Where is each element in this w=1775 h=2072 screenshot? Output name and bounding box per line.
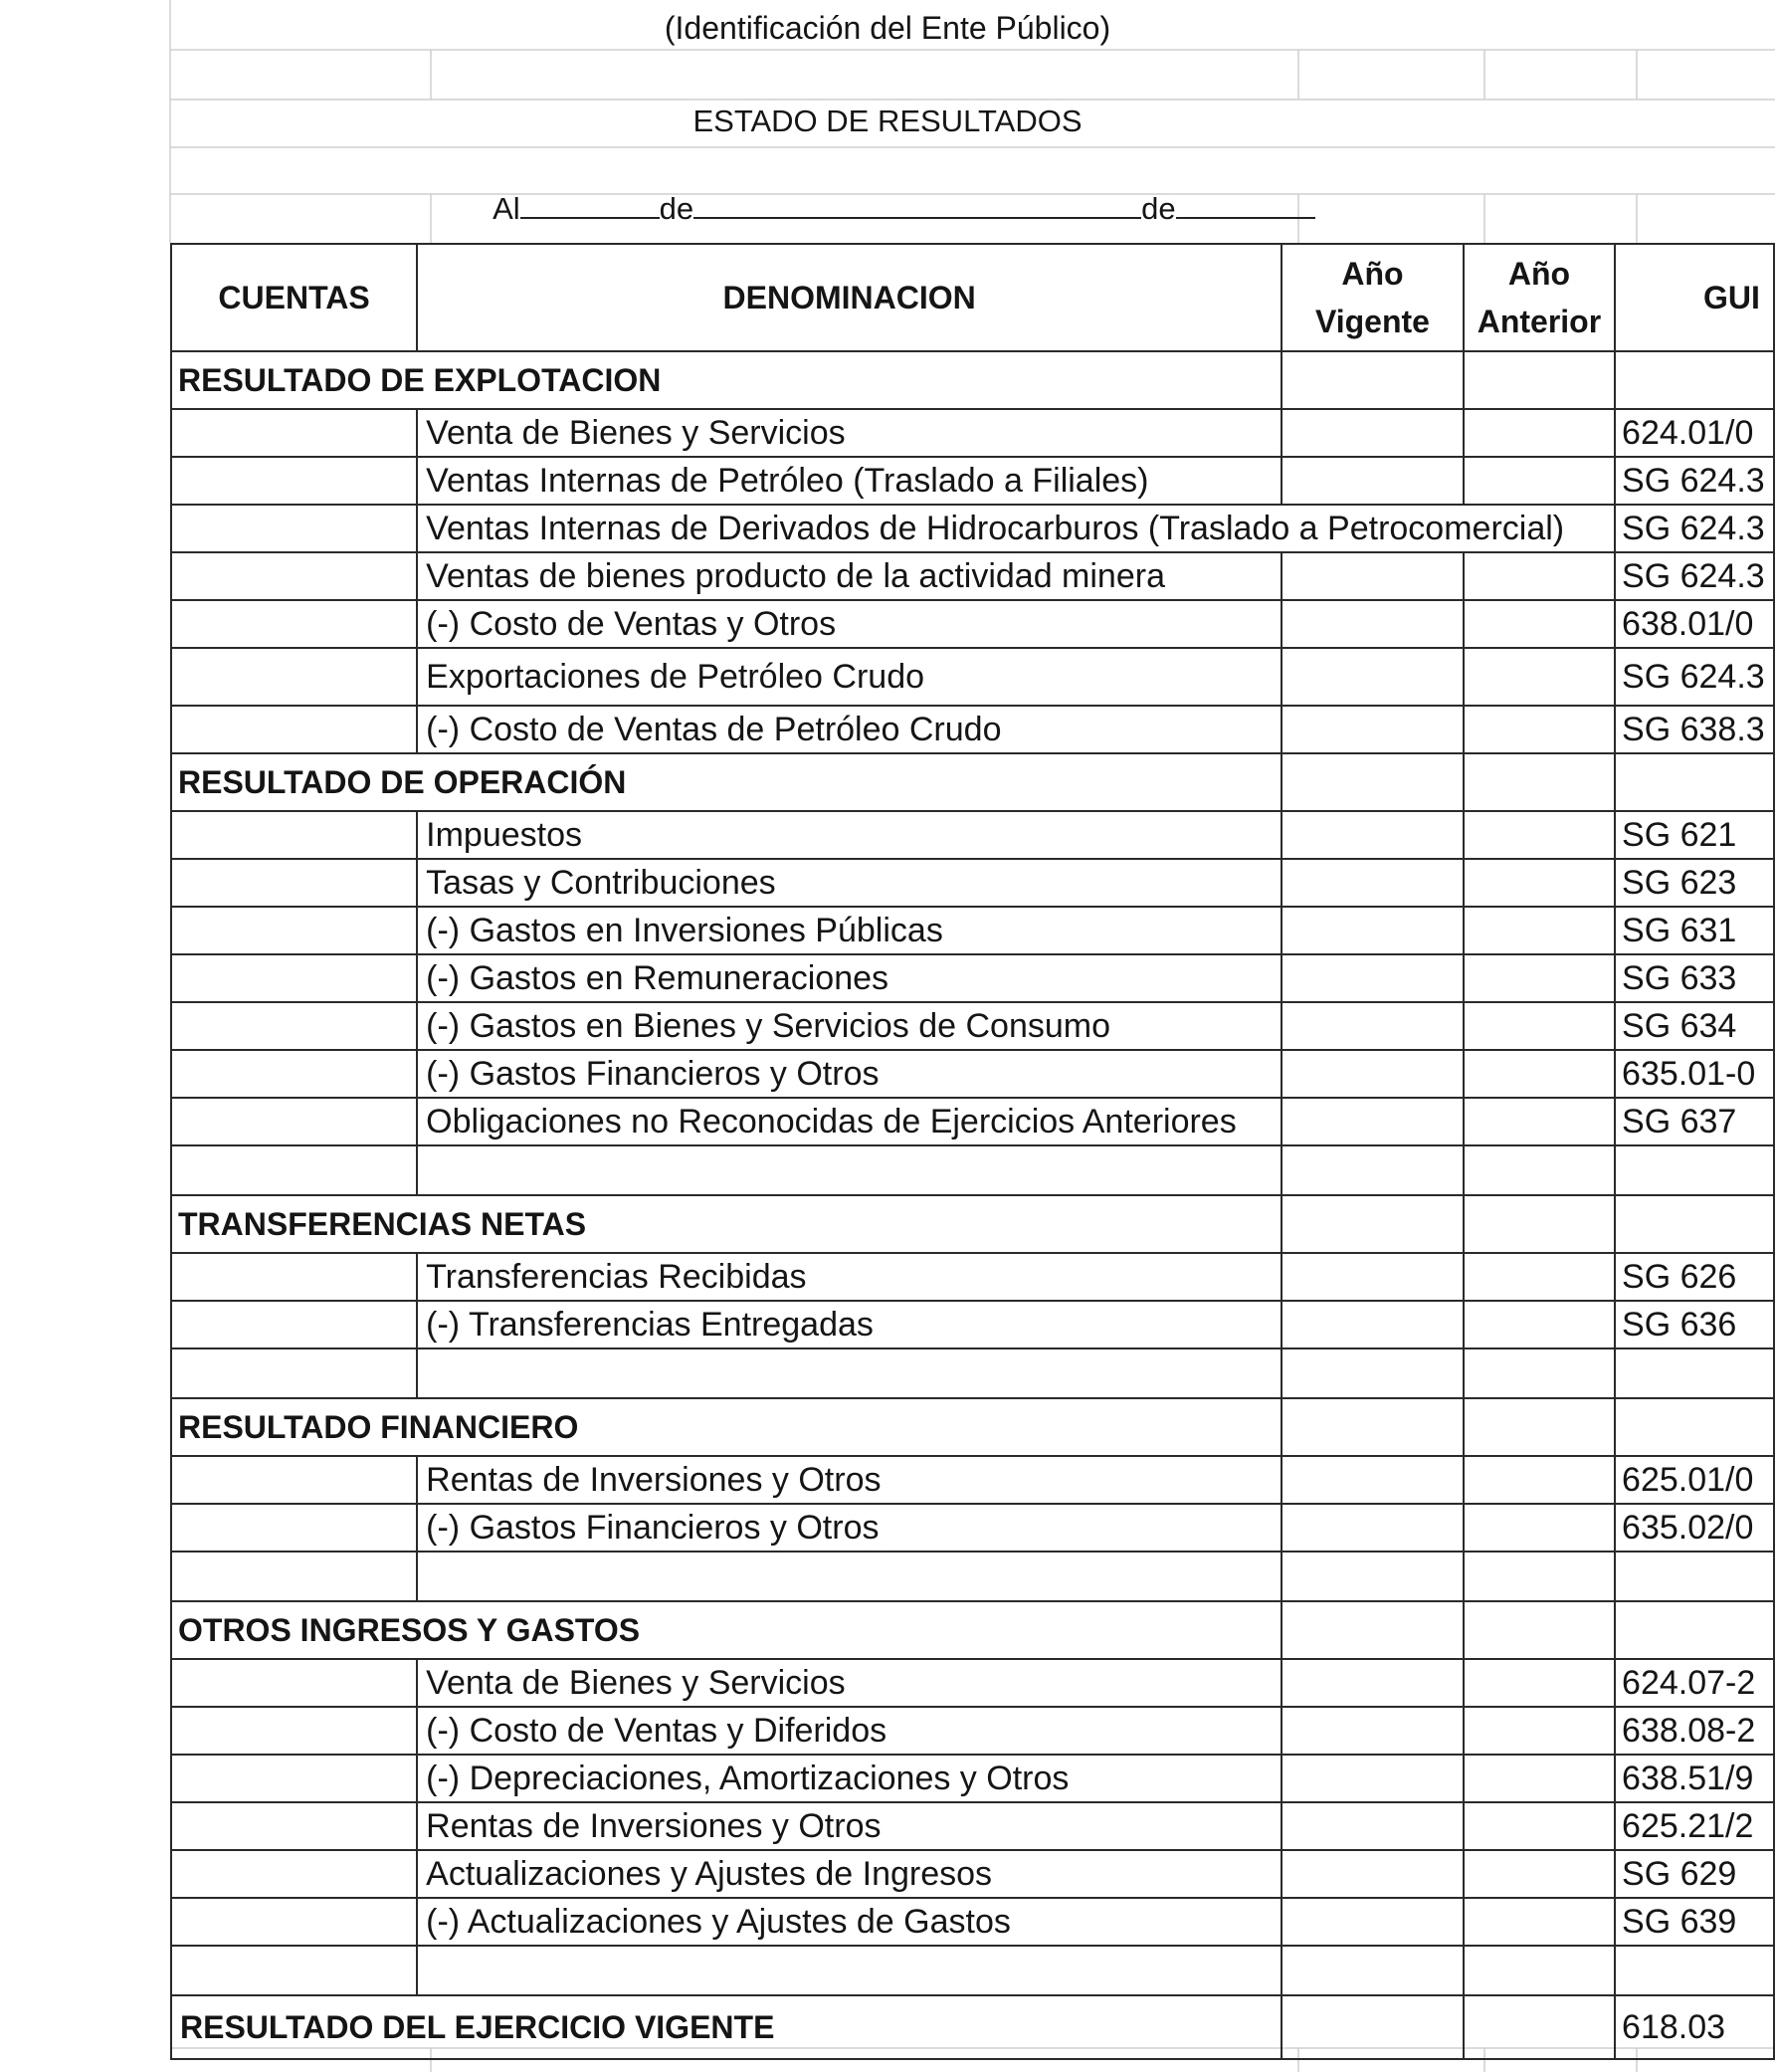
statement-title: ESTADO DE RESULTADOS <box>692 104 1083 138</box>
table-header-row <box>171 244 1774 351</box>
value-anterior-cell[interactable] <box>1464 706 1615 753</box>
value-vigente-cell[interactable] <box>1282 648 1464 706</box>
date-month-blank[interactable] <box>693 191 1141 219</box>
account-code <box>1615 1946 1774 1995</box>
value-vigente-cell[interactable] <box>1282 1659 1464 1707</box>
value-vigente-cell[interactable] <box>1282 1601 1464 1659</box>
account-code: SG 624.3 <box>1615 552 1774 600</box>
table-row <box>171 648 1774 706</box>
cuenta-cell[interactable] <box>171 1898 417 1946</box>
account-code <box>1615 1145 1774 1195</box>
account-code <box>1615 1601 1774 1659</box>
value-anterior-cell[interactable] <box>1464 1301 1615 1348</box>
denominacion-cell: Obligaciones no Reconocidas de Ejercicios Anteriores <box>417 1098 1282 1145</box>
section-row <box>171 1195 1774 1253</box>
table-row <box>171 1098 1774 1145</box>
account-code: 625.01/0 <box>1615 1456 1774 1504</box>
value-vigente-cell[interactable] <box>1282 1098 1464 1145</box>
entity-identification: (Identificación del Ente Público) <box>664 10 1111 46</box>
cuenta-cell[interactable] <box>171 409 417 457</box>
value-anterior-cell[interactable] <box>1464 1552 1615 1601</box>
value-vigente-cell[interactable] <box>1282 1253 1464 1301</box>
value-anterior-cell[interactable] <box>1464 1098 1615 1145</box>
denominacion-cell: (-) Gastos Financieros y Otros <box>417 1504 1282 1552</box>
value-anterior-cell[interactable] <box>1464 457 1615 505</box>
denominacion-cell: Rentas de Inversiones y Otros <box>417 1456 1282 1504</box>
col-header-ano-vigente: Año Vigente <box>1282 244 1464 351</box>
value-vigente-cell[interactable] <box>1282 1552 1464 1601</box>
value-vigente-cell[interactable] <box>1282 1398 1464 1456</box>
value-anterior-cell[interactable] <box>1464 1850 1615 1898</box>
denominacion-cell: (-) Gastos Financieros y Otros <box>417 1050 1282 1098</box>
spacer-row <box>171 1552 1774 1601</box>
table-row <box>171 600 1774 648</box>
denominacion-cell: Tasas y Contribuciones <box>417 859 1282 907</box>
table-row <box>171 1301 1774 1348</box>
table-row <box>171 1707 1774 1755</box>
denominacion-cell: Venta de Bienes y Servicios <box>417 1659 1282 1707</box>
section-row <box>171 753 1774 811</box>
table-row <box>171 954 1774 1002</box>
cuenta-cell[interactable] <box>171 1253 417 1301</box>
denominacion-cell: Exportaciones de Petróleo Crudo <box>417 648 1282 706</box>
table-row <box>171 1456 1774 1504</box>
value-vigente-cell[interactable] <box>1282 600 1464 648</box>
value-vigente-cell[interactable] <box>1282 1898 1464 1946</box>
section-label: RESULTADO FINANCIERO <box>171 1398 1282 1456</box>
account-code: 635.02/0 <box>1615 1504 1774 1552</box>
value-vigente-cell[interactable] <box>1282 1050 1464 1098</box>
value-vigente-cell[interactable] <box>1282 1195 1464 1253</box>
account-code: SG 639 <box>1615 1898 1774 1946</box>
denominacion-cell: (-) Costo de Ventas y Otros <box>417 600 1282 648</box>
denominacion-cell <box>417 1946 1282 1995</box>
section-row <box>171 351 1774 409</box>
value-anterior-cell[interactable] <box>1464 1050 1615 1098</box>
cuenta-cell[interactable] <box>171 954 417 1002</box>
value-vigente-cell[interactable] <box>1282 1755 1464 1802</box>
value-vigente-cell[interactable] <box>1282 1348 1464 1398</box>
table-row <box>171 1253 1774 1301</box>
table-body <box>171 351 1774 2059</box>
col-header-ano-anterior: Año Anterior <box>1464 244 1615 351</box>
cuenta-cell[interactable] <box>171 1348 417 1398</box>
account-code: SG 624.3 <box>1615 457 1774 505</box>
value-vigente-cell[interactable] <box>1282 1002 1464 1050</box>
table-row <box>171 1659 1774 1707</box>
denominacion-cell: (-) Gastos en Inversiones Públicas <box>417 907 1282 954</box>
value-anterior-cell[interactable] <box>1464 552 1615 600</box>
account-code <box>1615 1195 1774 1253</box>
denominacion-cell <box>417 1145 1282 1195</box>
cuenta-cell[interactable] <box>171 1552 417 1601</box>
table-row <box>171 907 1774 954</box>
value-anterior-cell[interactable] <box>1464 1601 1615 1659</box>
section-label: TRANSFERENCIAS NETAS <box>171 1195 1282 1253</box>
date-de-1: de <box>659 191 694 226</box>
value-vigente-cell[interactable] <box>1282 351 1464 409</box>
value-anterior-cell[interactable] <box>1464 1659 1615 1707</box>
value-vigente-cell[interactable] <box>1282 1946 1464 1995</box>
date-day-blank[interactable] <box>520 191 660 219</box>
spacer-row <box>171 1946 1774 1995</box>
account-code <box>1615 1348 1774 1398</box>
account-code: 624.01/0 <box>1615 409 1774 457</box>
section-label: RESULTADO DE EXPLOTACION <box>171 351 1282 409</box>
table-row <box>171 409 1774 457</box>
account-code: SG 633 <box>1615 954 1774 1002</box>
value-vigente-cell[interactable] <box>1282 1995 1464 2059</box>
table-row <box>171 1050 1774 1098</box>
table-row <box>171 1504 1774 1552</box>
account-code: SG 621 <box>1615 811 1774 859</box>
table-row <box>171 1898 1774 1946</box>
account-code: 638.08-2 <box>1615 1707 1774 1755</box>
table-row <box>171 505 1774 552</box>
account-code: 638.01/0 <box>1615 600 1774 648</box>
value-vigente-cell[interactable] <box>1282 1850 1464 1898</box>
value-vigente-cell[interactable] <box>1282 409 1464 457</box>
table-row <box>171 1850 1774 1898</box>
table-row <box>171 706 1774 753</box>
value-anterior-cell[interactable] <box>1464 409 1615 457</box>
value-anterior-cell[interactable] <box>1464 859 1615 907</box>
account-code: SG 626 <box>1615 1253 1774 1301</box>
table-row <box>171 1755 1774 1802</box>
value-vigente-cell[interactable] <box>1282 811 1464 859</box>
cuenta-cell[interactable] <box>171 1504 417 1552</box>
col-header-cuentas: CUENTAS <box>171 244 417 351</box>
cuenta-cell[interactable] <box>171 600 417 648</box>
account-code: SG 623 <box>1615 859 1774 907</box>
cuenta-cell[interactable] <box>171 907 417 954</box>
account-code: 635.01-0 <box>1615 1050 1774 1098</box>
value-vigente-cell[interactable] <box>1282 706 1464 753</box>
spacer-row <box>171 1145 1774 1195</box>
value-anterior-cell[interactable] <box>1464 1348 1615 1398</box>
account-code: SG 634 <box>1615 1002 1774 1050</box>
value-vigente-cell[interactable] <box>1282 457 1464 505</box>
account-code: SG 629 <box>1615 1850 1774 1898</box>
table-row <box>171 811 1774 859</box>
cuenta-cell[interactable] <box>171 648 417 706</box>
value-vigente-cell[interactable] <box>1282 1802 1464 1850</box>
value-anterior-cell[interactable] <box>1464 1504 1615 1552</box>
cuenta-cell[interactable] <box>171 811 417 859</box>
cuenta-cell[interactable] <box>171 1145 417 1195</box>
col-header-guia: GUI <box>1615 244 1774 351</box>
account-code: 618.03 <box>1615 1995 1774 2059</box>
denominacion-cell: Ventas Internas de Derivados de Hidrocarburos (Traslado a Petrocomercial) <box>417 505 1615 552</box>
value-anterior-cell[interactable] <box>1464 1145 1615 1195</box>
value-vigente-cell[interactable] <box>1282 907 1464 954</box>
denominacion-cell: (-) Gastos en Bienes y Servicios de Consumo <box>417 1002 1282 1050</box>
denominacion-cell: (-) Actualizaciones y Ajustes de Gastos <box>417 1898 1282 1946</box>
table-row <box>171 552 1774 600</box>
col-header-denominacion: DENOMINACION <box>417 244 1282 351</box>
income-statement-table <box>170 243 1775 2060</box>
value-anterior-cell[interactable] <box>1464 1398 1615 1456</box>
value-anterior-cell[interactable] <box>1464 753 1615 811</box>
section-row <box>171 1398 1774 1456</box>
value-anterior-cell[interactable] <box>1464 1946 1615 1995</box>
table-row <box>171 859 1774 907</box>
account-code: SG 638.3 <box>1615 706 1774 753</box>
cuenta-cell[interactable] <box>171 1707 417 1755</box>
value-vigente-cell[interactable] <box>1282 1301 1464 1348</box>
value-anterior-cell[interactable] <box>1464 600 1615 648</box>
denominacion-cell: Transferencias Recibidas <box>417 1253 1282 1301</box>
cuenta-cell[interactable] <box>171 1802 417 1850</box>
denominacion-cell: Ventas Internas de Petróleo (Traslado a Filiales) <box>417 457 1282 505</box>
value-anterior-cell[interactable] <box>1464 1195 1615 1253</box>
cuenta-cell[interactable] <box>171 1755 417 1802</box>
denominacion-cell: (-) Transferencias Entregadas <box>417 1301 1282 1348</box>
account-code <box>1615 1398 1774 1456</box>
denominacion-cell: Impuestos <box>417 811 1282 859</box>
cuenta-cell[interactable] <box>171 457 417 505</box>
value-anterior-cell[interactable] <box>1464 811 1615 859</box>
cuenta-cell[interactable] <box>171 1456 417 1504</box>
value-anterior-cell[interactable] <box>1464 1002 1615 1050</box>
section-label: OTROS INGRESOS Y GASTOS <box>171 1601 1282 1659</box>
value-vigente-cell[interactable] <box>1282 859 1464 907</box>
value-anterior-cell[interactable] <box>1464 1456 1615 1504</box>
cuenta-cell[interactable] <box>171 1946 417 1995</box>
value-anterior-cell[interactable] <box>1464 1755 1615 1802</box>
value-anterior-cell[interactable] <box>1464 1802 1615 1850</box>
value-anterior-cell[interactable] <box>1464 1253 1615 1301</box>
value-vigente-cell[interactable] <box>1282 1456 1464 1504</box>
value-anterior-cell[interactable] <box>1464 1707 1615 1755</box>
value-anterior-cell[interactable] <box>1464 648 1615 706</box>
value-anterior-cell[interactable] <box>1464 954 1615 1002</box>
cuenta-cell[interactable] <box>171 552 417 600</box>
value-vigente-cell[interactable] <box>1282 954 1464 1002</box>
cuenta-cell[interactable] <box>171 859 417 907</box>
denominacion-cell: Rentas de Inversiones y Otros <box>417 1802 1282 1850</box>
value-anterior-cell[interactable] <box>1464 1995 1615 2059</box>
account-code: SG 624.3 <box>1615 505 1774 552</box>
account-code: SG 624.3 <box>1615 648 1774 706</box>
date-year-blank[interactable] <box>1176 191 1315 219</box>
value-vigente-cell[interactable] <box>1282 552 1464 600</box>
value-anterior-cell[interactable] <box>1464 907 1615 954</box>
denominacion-cell: (-) Depreciaciones, Amortizaciones y Otros <box>417 1755 1282 1802</box>
value-vigente-cell[interactable] <box>1282 1707 1464 1755</box>
denominacion-cell: Ventas de bienes producto de la actividad minera <box>417 552 1282 600</box>
account-code: 625.21/2 <box>1615 1802 1774 1850</box>
total-row <box>171 1995 1774 2059</box>
cuenta-cell[interactable] <box>171 1098 417 1145</box>
value-vigente-cell[interactable] <box>1282 1145 1464 1195</box>
cuenta-cell[interactable] <box>171 1850 417 1898</box>
denominacion-cell <box>417 1552 1282 1601</box>
denominacion-cell: (-) Gastos en Remuneraciones <box>417 954 1282 1002</box>
value-vigente-cell[interactable] <box>1282 753 1464 811</box>
spacer-row <box>171 1348 1774 1398</box>
cuenta-cell[interactable] <box>171 1301 417 1348</box>
account-code <box>1615 753 1774 811</box>
table-row <box>171 457 1774 505</box>
total-label: RESULTADO DEL EJERCICIO VIGENTE <box>171 1995 1282 2059</box>
value-anterior-cell[interactable] <box>1464 351 1615 409</box>
section-label: RESULTADO DE OPERACIÓN <box>171 753 1282 811</box>
account-code: SG 636 <box>1615 1301 1774 1348</box>
date-prefix: Al <box>493 191 520 226</box>
account-code: SG 637 <box>1615 1098 1774 1145</box>
denominacion-cell: Venta de Bienes y Servicios <box>417 409 1282 457</box>
date-de-2: de <box>1141 191 1176 226</box>
cuenta-cell[interactable] <box>171 706 417 753</box>
cuenta-cell[interactable] <box>171 1050 417 1098</box>
account-code: 624.07-2 <box>1615 1659 1774 1707</box>
denominacion-cell: Actualizaciones y Ajustes de Ingresos <box>417 1850 1282 1898</box>
value-anterior-cell[interactable] <box>1464 1898 1615 1946</box>
denominacion-cell: (-) Costo de Ventas y Diferidos <box>417 1707 1282 1755</box>
table-row <box>171 1002 1774 1050</box>
cuenta-cell[interactable] <box>171 1002 417 1050</box>
account-code <box>1615 1552 1774 1601</box>
value-vigente-cell[interactable] <box>1282 1504 1464 1552</box>
section-row <box>171 1601 1774 1659</box>
denominacion-cell <box>417 1348 1282 1398</box>
account-code: 638.51/9 <box>1615 1755 1774 1802</box>
cuenta-cell[interactable] <box>171 1659 417 1707</box>
cuenta-cell[interactable] <box>171 505 417 552</box>
account-code: SG 631 <box>1615 907 1774 954</box>
denominacion-cell: (-) Costo de Ventas de Petróleo Crudo <box>417 706 1282 753</box>
table-row <box>171 1802 1774 1850</box>
account-code <box>1615 351 1774 409</box>
